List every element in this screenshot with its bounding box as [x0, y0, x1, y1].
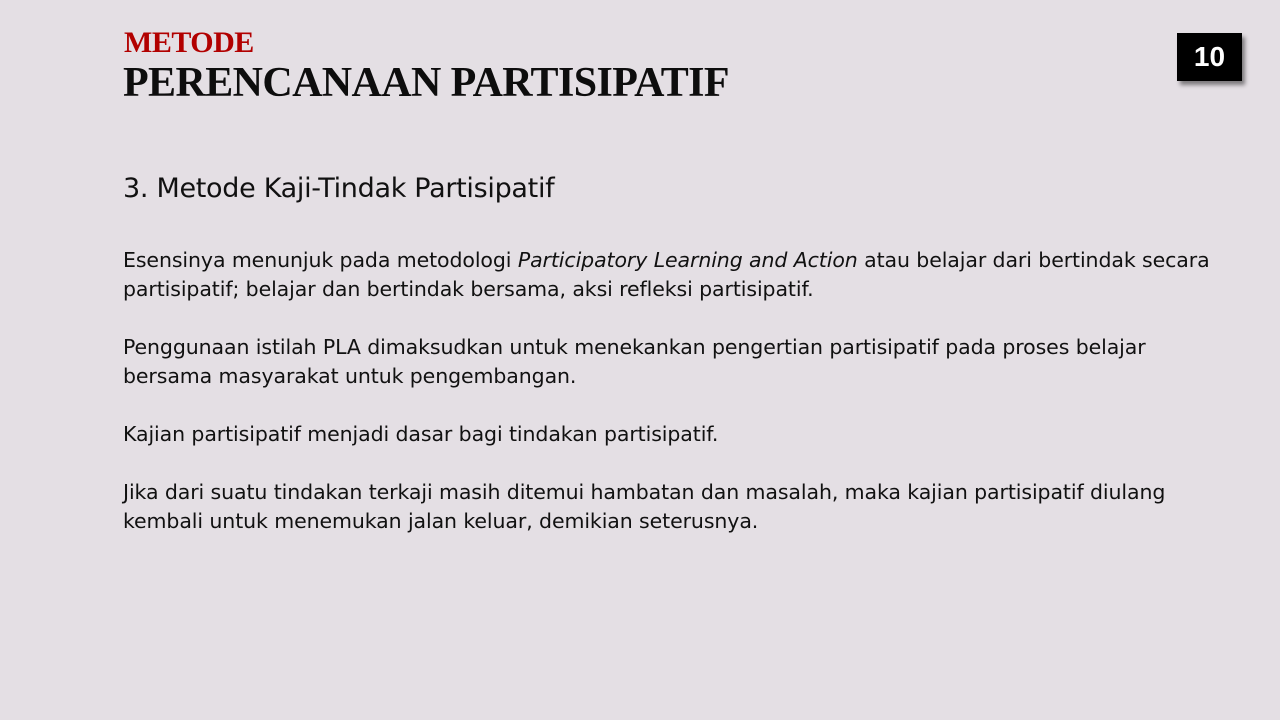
paragraph-4: Jika dari suatu tindakan terkaji masih ditemui hambatan dan masalah, maka kajian partisipatif diulang kembali untuk menemukan jalan keluar, demikian seterusnya.: [123, 480, 1166, 533]
slide-title: PERENCANAAN PARTISIPATIF: [123, 60, 729, 106]
section-heading: 3. Metode Kaji-Tindak Partisipatif: [123, 173, 555, 204]
section-kicker: METODE: [124, 26, 254, 59]
body-text: [123, 246, 1228, 565]
paragraph-1-text-after: atau belajar dari bertindak secara partisipatif; belajar dan bertindak bersama, aksi refleksi partisipatif.: [123, 248, 1210, 301]
paragraph-1-text-before: Esensinya menunjuk pada metodologi: [123, 248, 518, 272]
page-number-badge: 10: [1177, 33, 1242, 81]
paragraph-1: [123, 246, 1228, 304]
paragraph-2: Penggunaan istilah PLA dimaksudkan untuk menekankan pengertian partisipatif pada proses belajar bersama masyarakat untuk pengembangan.: [123, 335, 1146, 388]
paragraph-3: Kajian partisipatif menjadi dasar bagi tindakan partisipatif.: [123, 422, 719, 446]
paragraph-1-italic-term: Participatory Learning and Action: [517, 248, 858, 272]
